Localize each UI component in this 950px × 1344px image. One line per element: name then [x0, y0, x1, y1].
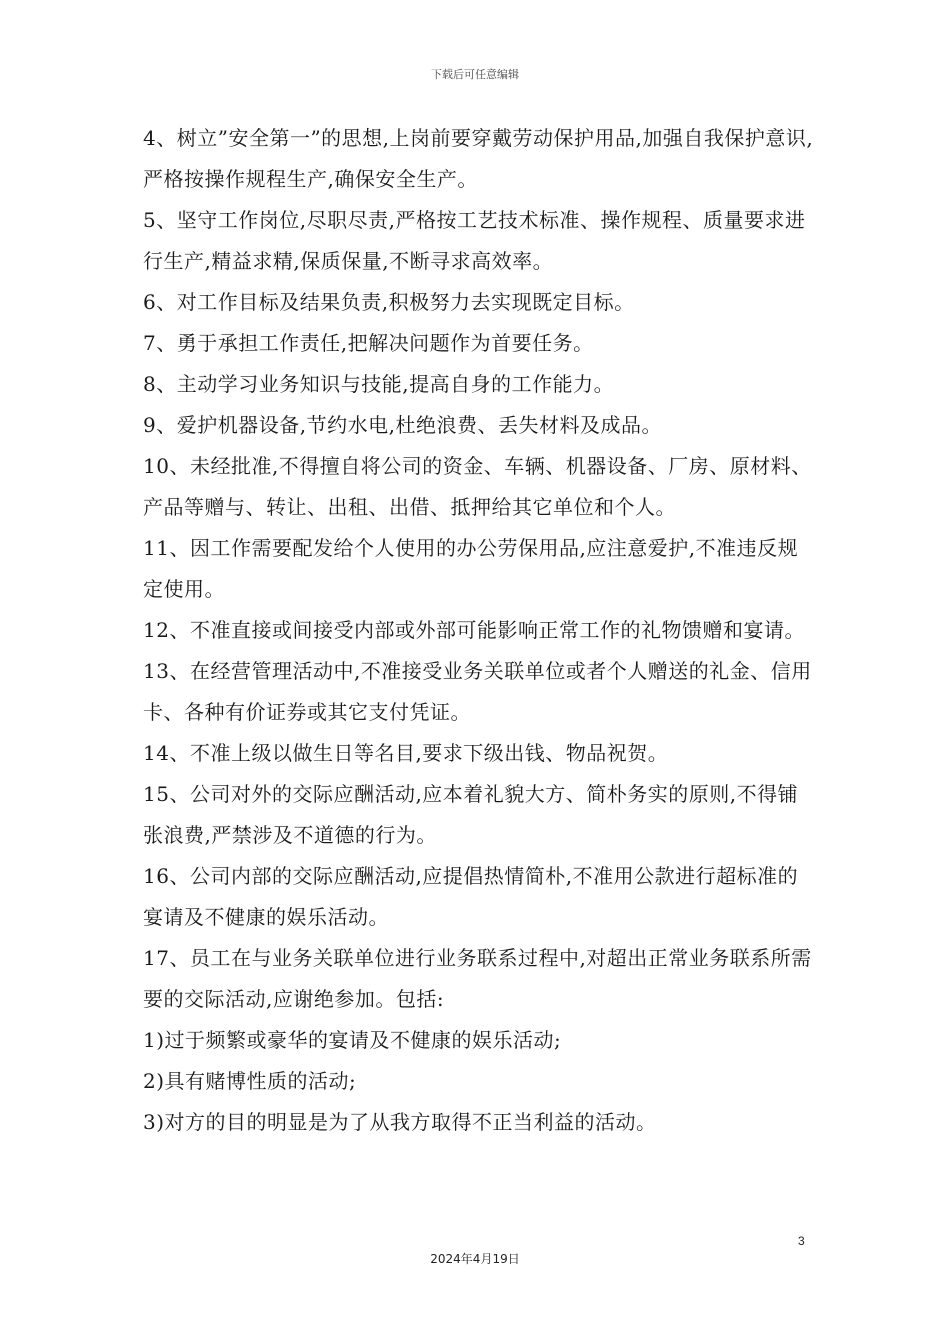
paragraph-item-14: 14、不准上级以做生日等名目,要求下级出钱、物品祝贺。	[143, 741, 669, 765]
page-number: 3	[798, 1234, 805, 1248]
document-body	[143, 118, 815, 1143]
paragraph-item-12: 12、不准直接或间接受内部或外部可能影响正常工作的礼物馈赠和宴请。	[143, 618, 805, 642]
paragraph-item-17: 17、员工在与业务关联单位进行业务联系过程中,对超出正常业务联系所需要的交际活动,应谢绝参加。包括:	[143, 946, 812, 1011]
paragraph-item-4: 4、树立”安全第一”的思想,上岗前要穿戴劳动保护用品,加强自我保护意识,严格按操作规程生产,确保安全生产。	[143, 126, 814, 191]
paragraph-item-6: 6、对工作目标及结果负责,积极努力去实现既定目标。	[143, 290, 635, 314]
sub-item-3: 3)对方的目的明显是为了从我方取得不正当利益的活动。	[143, 1110, 657, 1134]
paragraph-item-10: 10、未经批准,不得擅自将公司的资金、车辆、机器设备、厂房、原材料、产品等赠与、转让、出租、出借、抵押给其它单位和个人。	[143, 454, 812, 519]
paragraph-item-15: 15、公司对外的交际应酬活动,应本着礼貌大方、简朴务实的原则,不得铺张浪费,严禁涉及不道德的行为。	[143, 782, 799, 847]
paragraph-item-13: 13、在经营管理活动中,不准接受业务关联单位或者个人赠送的礼金、信用卡、各种有价证券或其它支付凭证。	[143, 659, 812, 724]
paragraph-item-9: 9、爱护机器设备,节约水电,杜绝浪费、丢失材料及成品。	[143, 413, 662, 437]
sub-item-1: 1)过于频繁或豪华的宴请及不健康的娱乐活动;	[143, 1028, 562, 1052]
sub-item-2: 2)具有赌博性质的活动;	[143, 1069, 357, 1093]
paragraph-item-8: 8、主动学习业务知识与技能,提高自身的工作能力。	[143, 372, 615, 396]
paragraph-item-5: 5、坚守工作岗位,尽职尽责,严格按工艺技术标准、操作规程、质量要求进行生产,精益求精,保质保量,不断寻求高效率。	[143, 208, 806, 273]
paragraph-item-11: 11、因工作需要配发给个人使用的办公劳保用品,应注意爱护,不准违反规定使用。	[143, 536, 799, 601]
paragraph-item-7: 7、勇于承担工作责任,把解决问题作为首要任务。	[143, 331, 594, 355]
page-header: 下载后可任意编辑	[431, 68, 519, 81]
page-footer-date: 2024年4月19日	[430, 1252, 520, 1266]
paragraph-item-16: 16、公司内部的交际应酬活动,应提倡热情简朴,不准用公款进行超标准的宴请及不健康的娱乐活动。	[143, 864, 799, 929]
